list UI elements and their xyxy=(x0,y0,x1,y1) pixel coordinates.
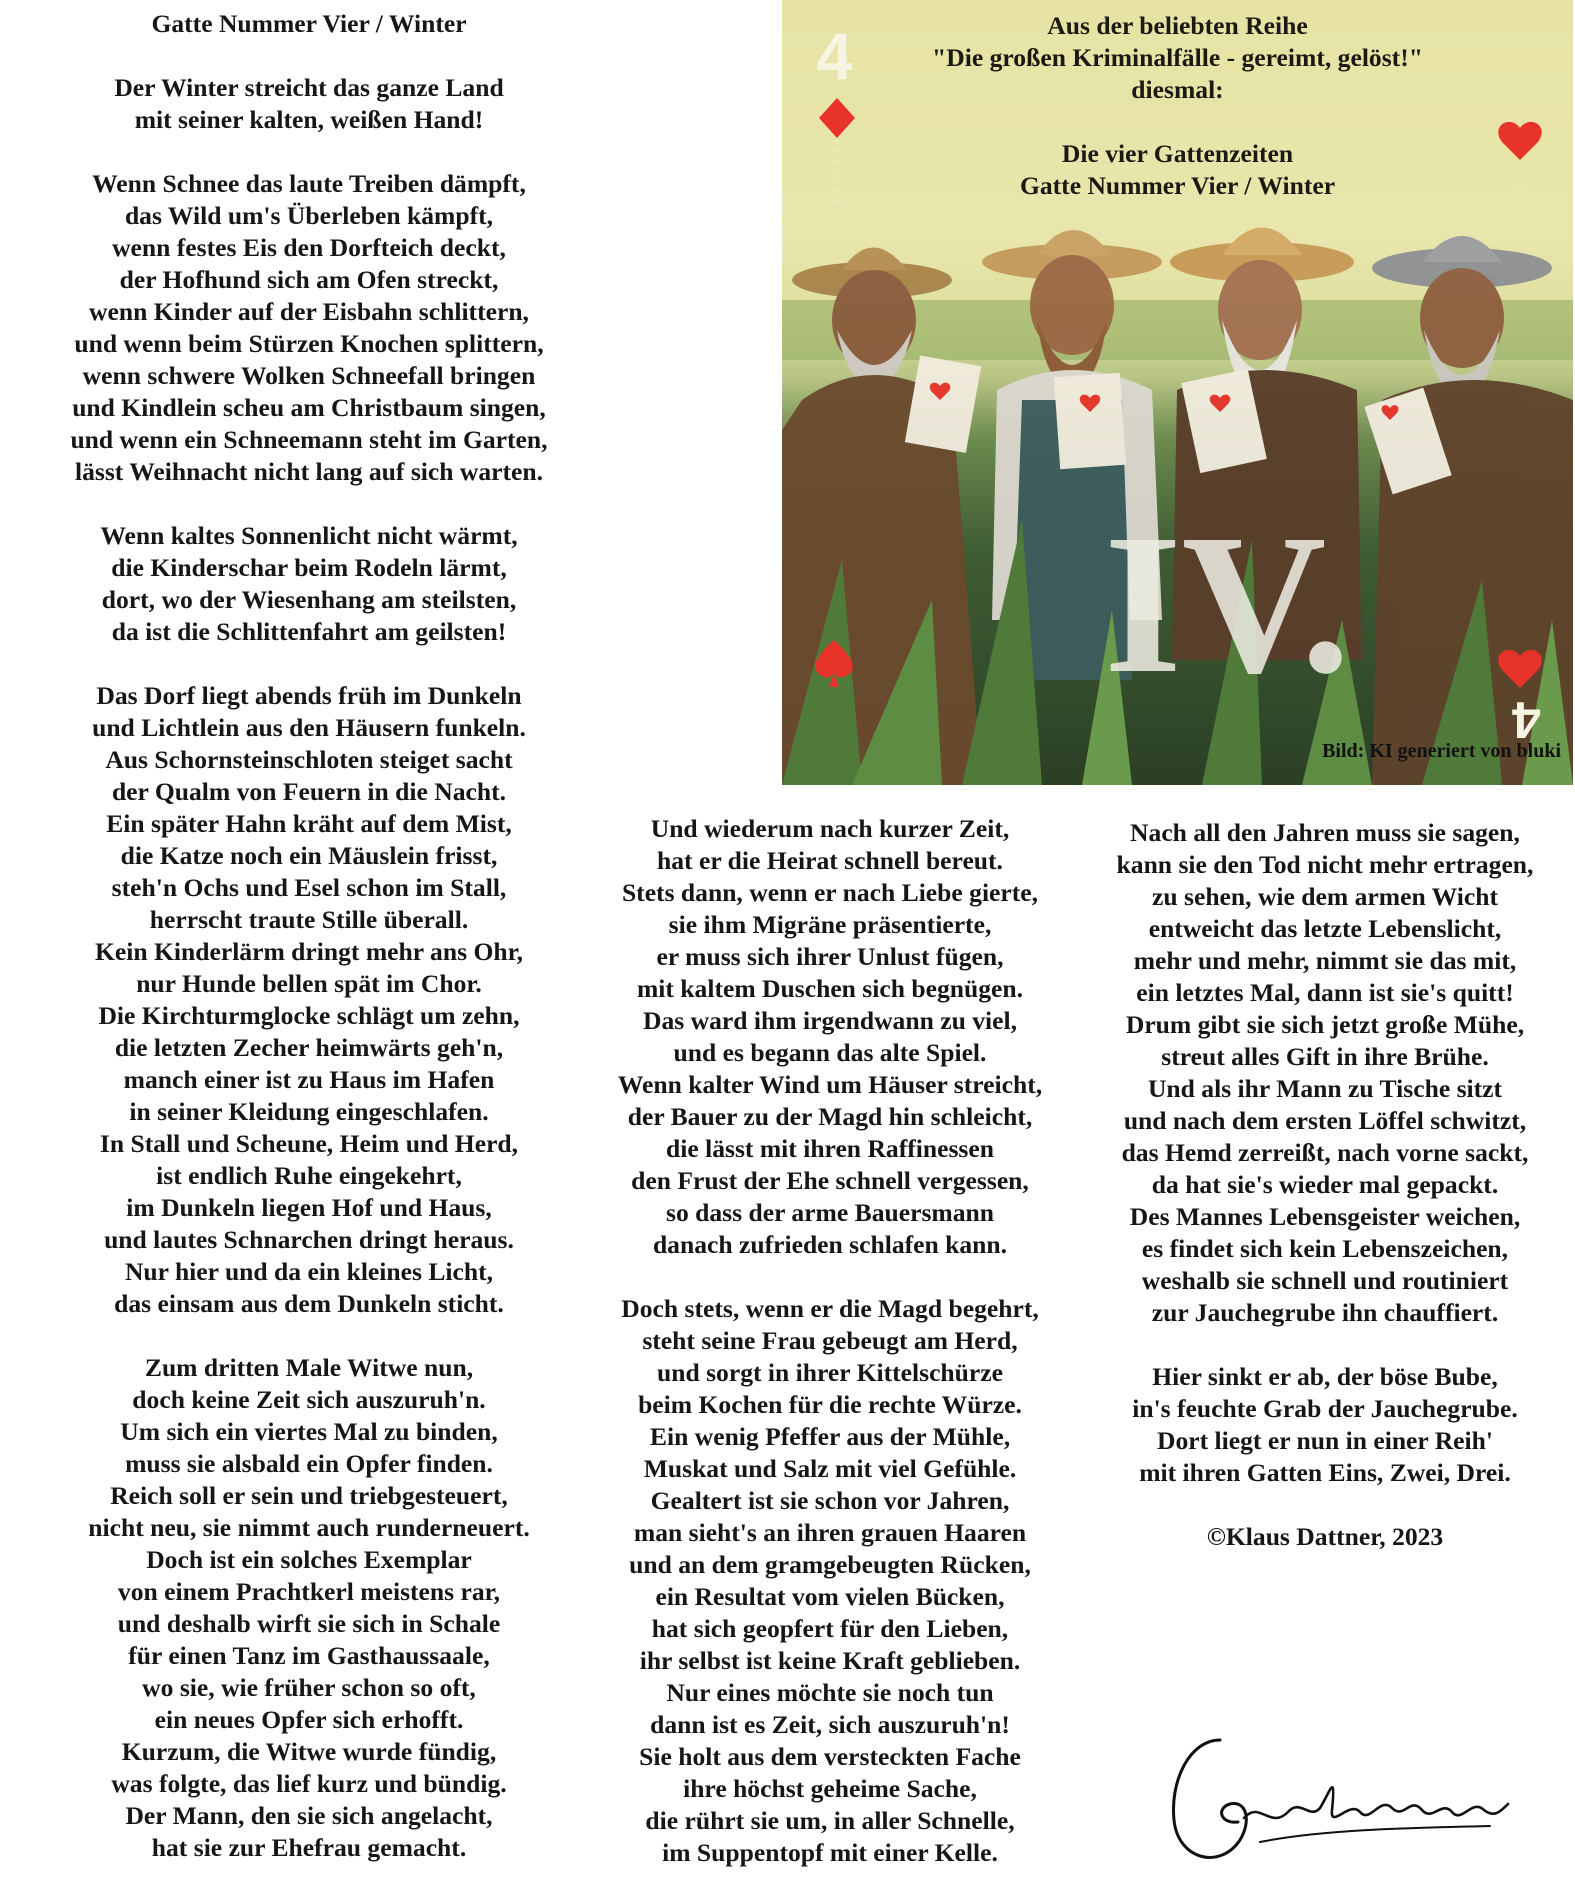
poem-line: Gealtert ist sie schon vor Jahren, xyxy=(650,1486,1010,1515)
poem-line: Das Dorf liegt abends früh im Dunkeln xyxy=(96,681,522,710)
poem-right-column xyxy=(1080,817,1570,1553)
gedichtezauber-signature-logo xyxy=(1160,1700,1520,1880)
poem-line: nicht neu, sie nimmt auch runderneuert. xyxy=(88,1513,530,1542)
poem-line: Nach all den Jahren muss sie sagen, xyxy=(1130,818,1520,847)
poem-line: muss sie alsbald ein Opfer finden. xyxy=(125,1449,493,1478)
poem-line: mit kaltem Duschen sich begnügen. xyxy=(636,974,1024,1003)
poem-line: es findet sich kein Lebenszeichen, xyxy=(1141,1234,1509,1263)
poem-line: in's feuchte Grab der Jauchegrube. xyxy=(1132,1394,1518,1423)
poem-line: Und wiederum nach kurzer Zeit, xyxy=(650,814,1010,843)
stanza-gap xyxy=(14,1320,604,1352)
poem-line: Stets dann, wenn er nach Liebe gierte, xyxy=(621,878,1039,907)
stanza-gap xyxy=(14,648,604,680)
poem-line: hat sie zur Ehefrau gemacht. xyxy=(151,1833,467,1862)
caption-line: "Die großen Kriminalfälle - gereimt, gelöst!" xyxy=(932,43,1423,72)
image-credit: Bild: KI generiert von bluki xyxy=(1322,740,1561,762)
poem-line: Muskat und Salz mit viel Gefühle. xyxy=(643,1454,1017,1483)
poem-line: Kurzum, die Witwe wurde fündig, xyxy=(121,1737,497,1766)
poem-line: Zum dritten Male Witwe nun, xyxy=(144,1353,474,1382)
poem-line: Nur hier und da ein kleines Licht, xyxy=(124,1257,494,1286)
poem-line: dann ist es Zeit, sich auszuruh'n! xyxy=(650,1710,1010,1739)
poem-line: Hier sinkt er ab, der böse Bube, xyxy=(1152,1362,1498,1391)
poem-line: Der Winter streicht das ganze Land xyxy=(114,73,504,102)
poem-line: ist endlich Ruhe eingekehrt, xyxy=(156,1161,462,1190)
poem-line: im Dunkeln liegen Hof und Haus, xyxy=(126,1193,492,1222)
poem-line: und nach dem ersten Löffel schwitzt, xyxy=(1123,1106,1527,1135)
poem-line: ihr selbst ist keine Kraft geblieben. xyxy=(639,1646,1021,1675)
poem-line: und deshalb wirft sie sich in Schale xyxy=(117,1609,501,1638)
poem-line: Dort liegt er nun in einer Reih' xyxy=(1156,1426,1494,1455)
poem-line: streut alles Gift in ihre Brühe. xyxy=(1161,1042,1489,1071)
poem-line: Und als ihr Mann zu Tische sitzt xyxy=(1147,1074,1503,1103)
poem-line: danach zufrieden schlafen kann. xyxy=(652,1230,1008,1259)
poem-line: doch keine Zeit sich auszuruh'n. xyxy=(132,1385,486,1414)
poem-line: von einem Prachtkerl meistens rar, xyxy=(117,1577,501,1606)
poem-line: zur Jauchegrube ihn chauffiert. xyxy=(1151,1298,1499,1327)
poem-line: die rührt sie um, in aller Schnelle, xyxy=(645,1806,1015,1835)
poem-line: das Hemd zerreißt, nach vorne sackt, xyxy=(1121,1138,1529,1167)
poem-line: entweicht das letzte Lebenslicht, xyxy=(1148,914,1502,943)
poem-line: und es begann das alte Spiel. xyxy=(673,1038,987,1067)
poem-line: die lässt mit ihren Raffinessen xyxy=(666,1134,994,1163)
caption-line: Gatte Nummer Vier / Winter xyxy=(1019,171,1336,200)
poem-line: und wenn beim Stürzen Knochen splittern, xyxy=(74,329,544,358)
poem-line: so dass der arme Bauersmann xyxy=(666,1198,994,1227)
poem-line: der Qualm von Feuern in die Nacht. xyxy=(111,777,507,806)
poem-line: steh'n Ochs und Esel schon im Stall, xyxy=(111,873,507,902)
poem-line: das einsam aus dem Dunkeln sticht. xyxy=(114,1289,504,1318)
poem-line: ein letztes Mal, dann ist sie's quitt! xyxy=(1136,978,1514,1007)
stanza-gap xyxy=(1080,1329,1570,1361)
poem-line: Der Mann, den sie sich angelacht, xyxy=(125,1801,493,1830)
poem-line: In Stall und Scheune, Heim und Herd, xyxy=(99,1129,519,1158)
poem-line: Wenn kaltes Sonnenlicht nicht wärmt, xyxy=(100,521,518,550)
poem-line: man sieht's an ihren grauen Haaren xyxy=(633,1518,1027,1547)
poem-line: hat er die Heirat schnell bereut. xyxy=(657,846,1003,875)
poem-line: nur Hunde bellen spät im Chor. xyxy=(136,969,482,998)
poem-line: Des Mannes Lebensgeister weichen, xyxy=(1129,1202,1521,1231)
poem-line: da hat sie's wieder mal gepackt. xyxy=(1151,1170,1499,1199)
poem-line: in seiner Kleidung eingeschlafen. xyxy=(129,1097,489,1126)
poem-line: Drum gibt sie sich jetzt große Mühe, xyxy=(1125,1010,1525,1039)
poem-line: und sorgt in ihrer Kittelschürze xyxy=(657,1358,1003,1387)
poem-line: Kein Kinderlärm dringt mehr ans Ohr, xyxy=(94,937,523,966)
poem-title: Gatte Nummer Vier / Winter xyxy=(151,9,467,38)
poem-line: und lautes Schnarchen dringt heraus. xyxy=(104,1225,514,1254)
header-card-image xyxy=(782,0,1573,785)
poem-line: wenn Kinder auf der Eisbahn schlittern, xyxy=(89,297,529,326)
poem-line: zu sehen, wie dem armen Wicht xyxy=(1152,882,1498,911)
poem-line: Doch ist ein solches Exemplar xyxy=(146,1545,472,1574)
poem-line: Ein wenig Pfeffer aus der Mühle, xyxy=(649,1422,1011,1451)
poem-line: und an dem gramgebeugten Rücken, xyxy=(629,1550,1031,1579)
poem-line: beim Kochen für die rechte Würze. xyxy=(638,1390,1022,1419)
card-rank-flipped: 4 xyxy=(1512,690,1541,748)
poem-line: dort, wo der Wiesenhang am steilsten, xyxy=(101,585,517,614)
stanza-gap xyxy=(580,1261,1080,1293)
poem-line: mit ihren Gatten Eins, Zwei, Drei. xyxy=(1139,1458,1511,1487)
stanza-gap xyxy=(14,40,604,72)
card-caption xyxy=(782,10,1573,202)
poem-line: ein Resultat vom vielen Bücken, xyxy=(655,1582,1005,1611)
poem-line: kann sie den Tod nicht mehr ertragen, xyxy=(1116,850,1534,879)
poem-line: lässt Weihnacht nicht lang auf sich warten. xyxy=(74,457,544,486)
poem-line: wo sie, wie früher schon so oft, xyxy=(142,1673,476,1702)
poem-line: Die Kirchturmglocke schlägt um zehn, xyxy=(98,1001,520,1030)
poem-line: herrscht traute Stille überall. xyxy=(149,905,469,934)
poem-line: das Wild um's Überleben kämpft, xyxy=(124,201,494,230)
poem-line: er muss sich ihrer Unlust fügen, xyxy=(656,942,1004,971)
roman-numeral-watermark: IV. xyxy=(1104,494,1351,715)
poem-line: manch einer ist zu Haus im Hafen xyxy=(123,1065,495,1094)
card-rank: 4 xyxy=(816,19,853,93)
poem-line: Das ward ihm irgendwann zu viel, xyxy=(643,1006,1017,1035)
poem-line: die Kinderschar beim Rodeln lärmt, xyxy=(111,553,507,582)
poem-line: den Frust der Ehe schnell vergessen, xyxy=(631,1166,1029,1195)
poem-line: Aus Schornsteinschloten steiget sacht xyxy=(105,745,513,774)
poem-line: wenn schwere Wolken Schneefall bringen xyxy=(82,361,536,390)
poem-line: ein neues Opfer sich erhofft. xyxy=(154,1705,464,1734)
poem-line: und wenn ein Schneemann steht im Garten, xyxy=(70,425,548,454)
stanza-gap xyxy=(1080,1489,1570,1521)
poem-line: Wenn kalter Wind um Häuser streicht, xyxy=(617,1070,1043,1099)
poem-line: und Kindlein scheu am Christbaum singen, xyxy=(72,393,546,422)
copyright-notice: ©Klaus Dattner, 2023 xyxy=(1206,1522,1444,1551)
poem-line: die letzten Zecher heimwärts geh'n, xyxy=(114,1033,504,1062)
poem-line: und Lichtlein aus den Häusern funkeln. xyxy=(92,713,526,742)
poem-line: im Suppentopf mit einer Kelle. xyxy=(662,1838,998,1867)
poem-line: weshalb sie schnell und routiniert xyxy=(1141,1266,1509,1295)
poem-line: für einen Tanz im Gasthaussaale, xyxy=(128,1641,490,1670)
poem-line: ihre höchst geheime Sache, xyxy=(683,1774,977,1803)
poem-line: die Katze noch ein Mäuslein frisst, xyxy=(120,841,498,870)
poem-line: der Hofhund sich am Ofen streckt, xyxy=(119,265,499,294)
poem-line: Sie holt aus dem versteckten Fache xyxy=(639,1742,1021,1771)
poem-line: was folgte, das lief kurz und bündig. xyxy=(111,1769,507,1798)
poem-line: Um sich ein viertes Mal zu binden, xyxy=(120,1417,498,1446)
poem-line: wenn festes Eis den Dorfteich deckt, xyxy=(112,233,506,262)
caption-line: Aus der beliebten Reihe xyxy=(1047,11,1308,40)
poem-line: sie ihm Migräne präsentierte, xyxy=(668,910,992,939)
poem-line: Ein später Hahn kräht auf dem Mist, xyxy=(106,809,512,838)
caption-line: Die vier Gattenzeiten xyxy=(1061,139,1294,168)
poem-line: der Bauer zu der Magd hin schleicht, xyxy=(627,1102,1033,1131)
poem-line: Wenn Schnee das laute Treiben dämpft, xyxy=(92,169,526,198)
poem-line: Nur eines möchte sie noch tun xyxy=(666,1678,994,1707)
stanza-gap xyxy=(782,106,1573,138)
stanza-gap xyxy=(14,488,604,520)
poem-line: Reich soll er sein und triebgesteuert, xyxy=(110,1481,508,1510)
poem-line: mit seiner kalten, weißen Hand! xyxy=(134,105,484,134)
poem-line: hat sich geopfert für den Lieben, xyxy=(651,1614,1009,1643)
poem-line: Doch stets, wenn er die Magd begehrt, xyxy=(621,1294,1039,1323)
poem-left-column xyxy=(14,8,604,1864)
poem-line: steht seine Frau gebeugt am Herd, xyxy=(642,1326,1018,1355)
stanza-gap xyxy=(14,136,604,168)
poem-middle-column xyxy=(580,813,1080,1869)
caption-line: diesmal: xyxy=(1131,75,1224,104)
poem-line: mehr und mehr, nimmt sie das mit, xyxy=(1133,946,1517,975)
poem-line: da ist die Schlittenfahrt am geilsten! xyxy=(111,617,507,646)
